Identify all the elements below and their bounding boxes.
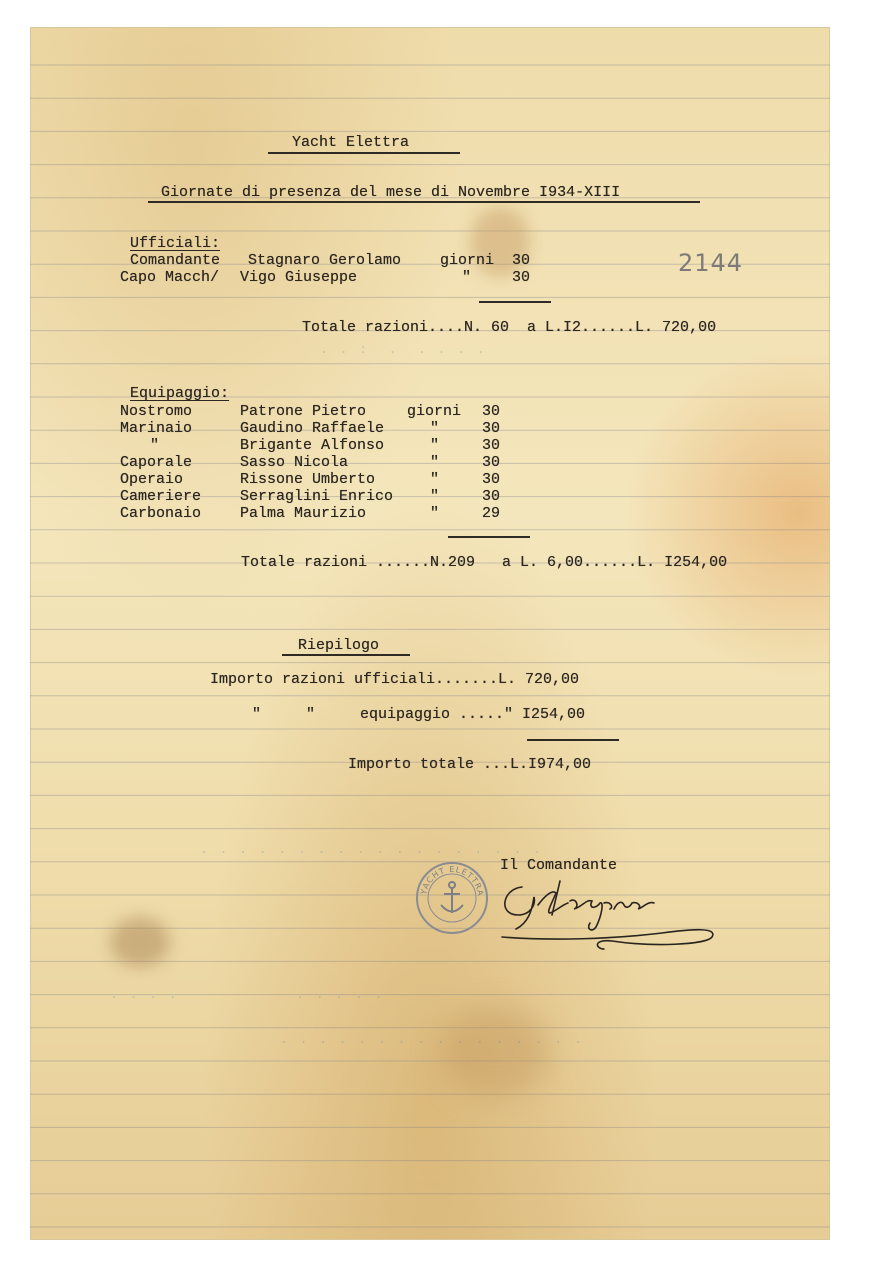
unit-cell: " [430,420,440,437]
rank-cell: Operaio [120,471,184,488]
unit-cell: giorni [407,403,462,420]
name-cell: Vigo Giuseppe [240,269,358,286]
crew-heading: Equipaggio: [130,385,230,402]
rank-cell: Carbonaio [120,505,202,522]
name-cell: Gaudino Raffaele [240,420,385,437]
unit-cell: " [430,488,440,505]
days-cell: 30 [482,420,501,437]
days-cell: 30 [482,471,501,488]
rank-cell: Cameriere [120,488,202,505]
summary-crew-line: " " equipaggio ....." I254,00 [252,706,586,723]
crew-total: Totale razioni ......N.209 a L. 6,00......L. I254,00 [241,554,728,571]
crew-sum-line [448,536,530,538]
officers-heading: Ufficiali: [130,235,221,252]
days-cell: 29 [482,505,501,522]
days-cell: 30 [512,269,531,286]
name-cell: Brigante Alfonso [240,437,385,454]
svg-text:YACHT ELETTRA: YACHT ELETTRA [419,864,486,898]
days-cell: 30 [482,403,501,420]
stain-mark [440,1007,550,1097]
summary-grand-total: Importo totale ...L.I974,00 [348,756,592,773]
yacht-stamp-seal [414,860,490,936]
name-cell: Palma Maurizio [240,505,367,522]
document-subtitle: Giornate di presenza del mese di Novembre I934-XIII [161,184,621,201]
rank-cell: Caporale [120,454,193,471]
summary-heading: Riepilogo [298,637,380,654]
rank-cell: Marinaio [120,420,193,437]
bleed-through-text: . . : . . . . . [320,342,487,357]
summary-sum-line [527,739,619,741]
bleed-through-text: . . . . . . . . . . . . . . . . [280,1032,584,1047]
unit-cell: " [430,454,440,471]
handwritten-signature [492,867,724,951]
officers-total: Totale razioni....N. 60 a L.I2......L. 720,00 [302,319,717,336]
rank-cell: Nostromo [120,403,193,420]
name-cell: Stagnaro Gerolamo [248,252,402,269]
officers-sum-line [479,301,551,303]
name-cell: Rissone Umberto [240,471,376,488]
stain-mark [110,917,170,967]
days-cell: 30 [482,488,501,505]
ruled-lines [30,27,830,1240]
signatory-title: Il Comandante [500,857,618,874]
summary-officers-line: Importo razioni ufficiali.......L. 720,00 [210,671,580,688]
subtitle-underline [148,201,700,203]
unit-cell: " [430,471,440,488]
title-underline [268,152,460,154]
rank-cell: Capo Macch/ [120,269,220,286]
days-cell: 30 [482,454,501,471]
name-cell: Sasso Nicola [240,454,349,471]
anchor-icon [441,882,463,913]
bleed-through-text: . . . . . . . . . [110,987,385,1002]
days-cell: 30 [482,437,501,454]
name-cell: Patrone Pietro [240,403,367,420]
unit-cell: " [430,505,440,522]
rank-cell: " [150,437,160,454]
unit-cell: " [462,269,472,286]
document-sheet [30,27,830,1240]
bleed-through-text: . . . . . . . . . . . . . . . . . . [200,842,544,857]
pencil-archive-number: 2144 [678,249,744,277]
unit-cell: giorni [440,252,495,269]
document-title: Yacht Elettra [292,134,410,151]
summary-underline [282,654,410,656]
unit-cell: " [430,437,440,454]
rank-cell: Comandante [130,252,221,269]
name-cell: Serraglini Enrico [240,488,394,505]
days-cell: 30 [512,252,531,269]
